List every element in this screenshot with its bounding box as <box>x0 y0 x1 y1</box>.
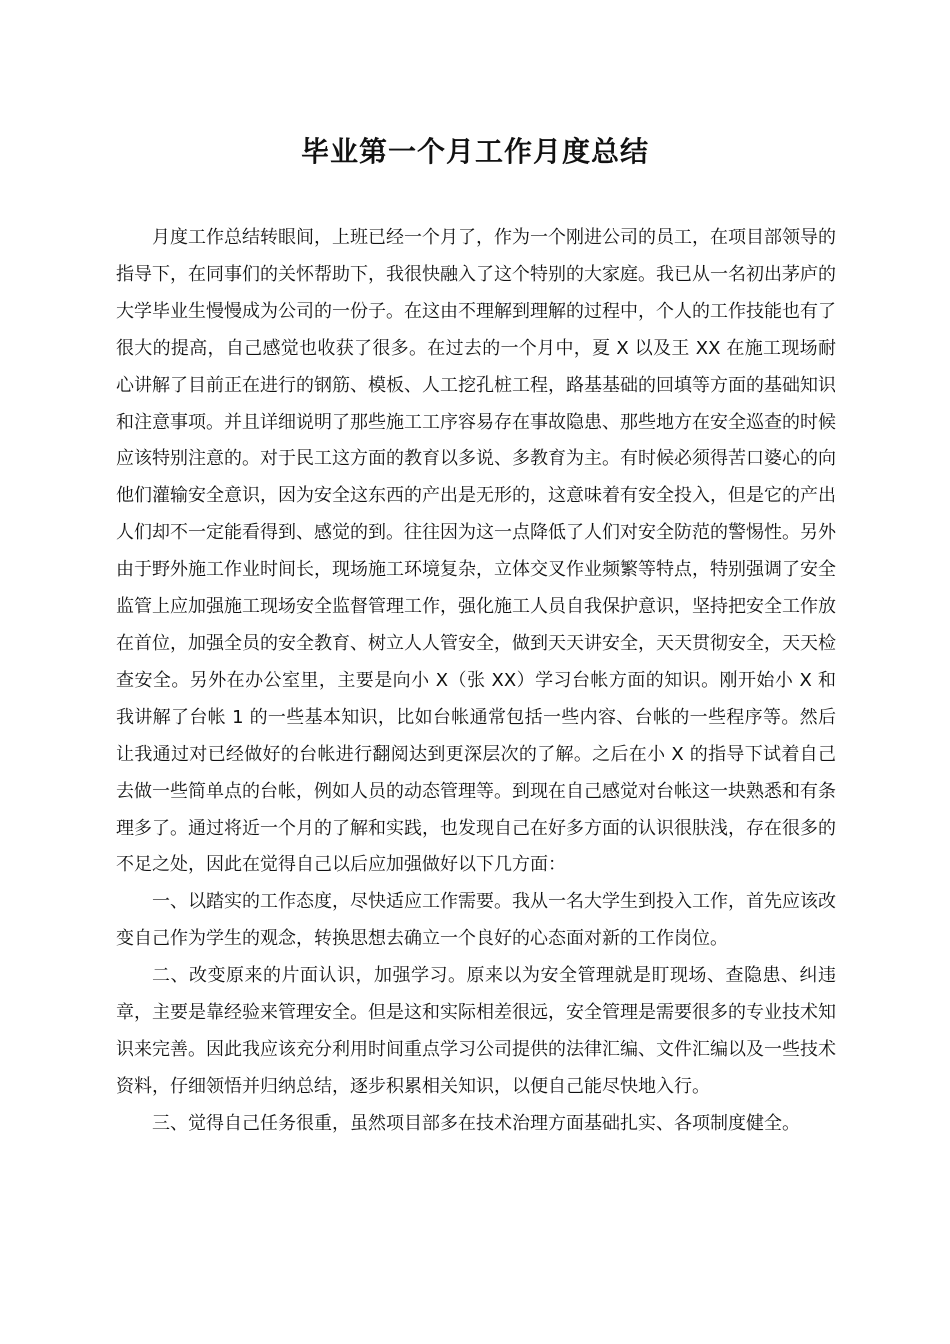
paragraph-intro: 月度工作总结转眼间，上班已经一个月了，作为一个刚进公司的员工，在项目部领导的指导下，在同事们的关怀帮助下，我很快融入了这个特别的大家庭。我已从一名初出茅庐的大学毕业生慢慢成为公司的一份子。在这由不理解到理解的过程中，个人的工作技能也有了很大的提高，自己感觉也收获了很多。在过去的一个月中，夏 X 以及王 XX 在施工现场耐心讲解了目前正在进行的钢筋、模板、人工挖孔桩工程，路基基础的回填等方面的基础知识和注意事项。并且详细说明了那些施工工序容易存在事故隐患、那些地方在安全巡查的时候应该特别注意的。对于民工这方面的教育以多说、多教育为主。有时候必须得苦口婆心的向他们灌输安全意识，因为安全这东西的产出是无形的，这意味着有安全投入，但是它的产出人们却不一定能看得到、感觉的到。往往因为这一点降低了人们对安全防范的警惕性。另外由于野外施工作业时间长，现场施工环境复杂，立体交叉作业频繁等特点，特别强调了安全监管上应加强施工现场安全监督管理工作，强化施工人员自我保护意识，坚持把安全工作放在首位，加强全员的安全教育、树立人人管安全，做到天天讲安全，天天贯彻安全，天天检查安全。另外在办公室里，主要是向小 X（张 XX）学习台帐方面的知识。刚开始小 X 和我讲解了台帐 1 的一些基本知识，比如台帐通常包括一些内容、台帐的一些程序等。然后让我通过对已经做好的台帐进行翻阅达到更深层次的了解。之后在小 X 的指导下试着自己去做一些简单点的台帐，例如人员的动态管理等。到现在自己感觉对台帐这一块熟悉和有条理多了。通过将近一个月的了解和实践，也发现自己在好多方面的认识很肤浅，存在很多的不足之处，因此在觉得自己以后应加强做好以下几方面： <box>116 227 836 876</box>
paragraph-point-three: 三、觉得自己任务很重，虽然项目部多在技术治理方面基础扎实、各项制度健全。 <box>152 1112 800 1134</box>
document-title: 毕业第一个月工作月度总结 <box>300 135 649 168</box>
document-body <box>116 220 836 1143</box>
paragraph-point-one: 一、以踏实的工作态度，尽快适应工作需要。我从一名大学生到投入工作，首先应该改变自己作为学生的观念，转换思想去确立一个良好的心态面对新的工作岗位。 <box>116 891 836 950</box>
paragraph-point-two: 二、改变原来的片面认识，加强学习。原来以为安全管理就是盯现场、查隐患、纠违章，主要是靠经验来管理安全。但是这和实际相差很远，安全管理是需要很多的专业技术知识来完善。因此我应该充分利用时间重点学习公司提供的法律汇编、文件汇编以及一些技术资料，仔细领悟并归纳总结，逐步积累相关知识，以便自己能尽快地入行。 <box>116 965 836 1097</box>
